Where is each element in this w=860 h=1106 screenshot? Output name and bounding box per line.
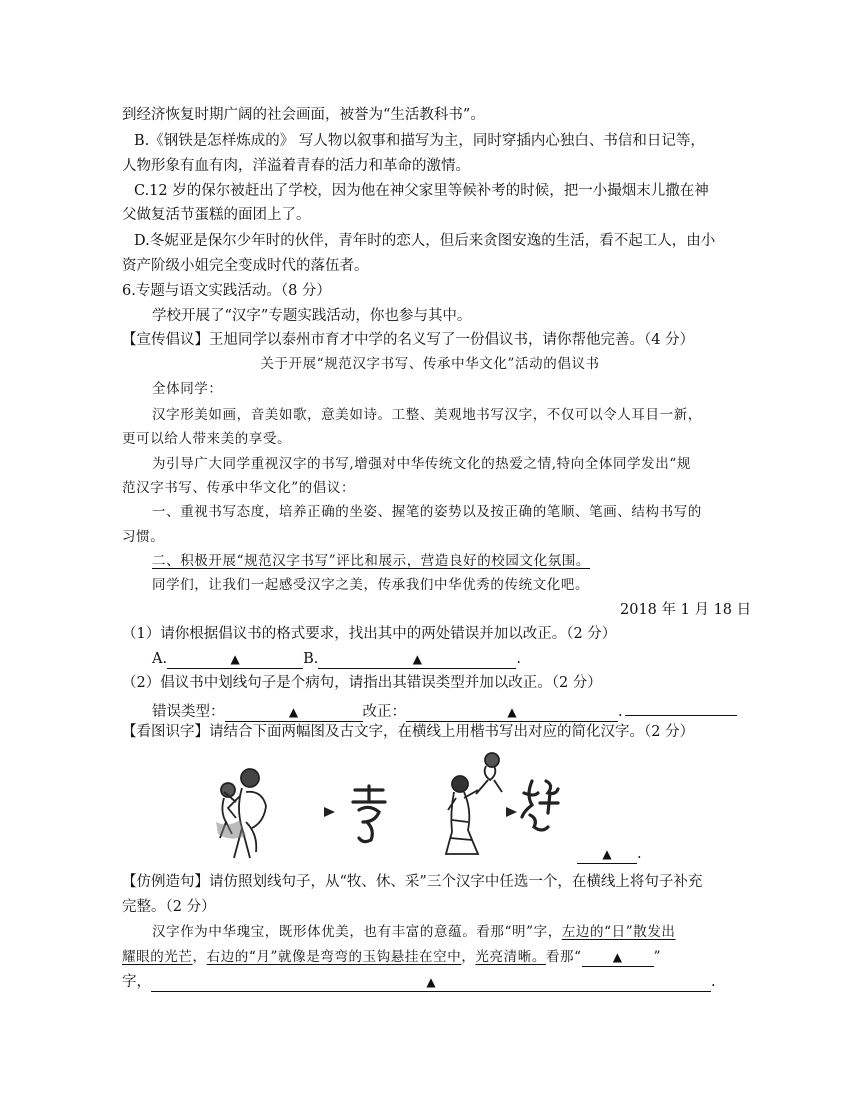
imitate-task-line2: 完整。（2 分） <box>122 899 216 915</box>
q5-option-c-line2: 父做复活节蛋糕的面团上了。 <box>122 207 311 223</box>
picture-answer: ▲ . <box>577 843 642 865</box>
arrow-icon <box>324 806 336 818</box>
answer-b-blank[interactable]: ▲ <box>318 650 516 669</box>
answer-b-label: B. <box>303 651 319 667</box>
q6-header: 6.专题与语文实践活动。（8 分） <box>122 283 331 299</box>
answer-a-blank[interactable]: ▲ <box>167 650 303 669</box>
letter-closing: 同学们，让我们一起感受汉字之美，传承我们中华优秀的传统文化吧。 <box>152 577 590 593</box>
letter-item1-line1: 一、重视书写态度，培养正确的坐姿、握笔的姿势以及按正确的笔顺、笔画、结构书写的 <box>152 504 702 520</box>
sub-question-1: （1）请你根据倡议书的格式要求，找出其中的两处错误并加以改正。（2 分） <box>122 626 617 642</box>
correction-blank[interactable]: ▲ <box>406 703 618 722</box>
error-type-label: 错误类型： <box>152 704 225 720</box>
letter-date: 2018 年 1 月 18 日 <box>620 602 752 618</box>
character-choice-blank[interactable]: ▲ <box>582 948 654 967</box>
example-underlined-3: 右边的“月”就像是弯弯的玉钩悬挂在空中 <box>206 949 462 965</box>
letter-p2-line1: 为引导广大同学重视汉字的书写,增强对中华传统文化的热爱之情,特向全体同学发出“规 <box>152 456 691 472</box>
ancient-glyph-2 <box>518 775 564 837</box>
q5-a-tail: 到经济恢复时期广阔的社会画面，被誉为“生活教科书”。 <box>122 107 485 123</box>
letter-item1-line2: 习惯。 <box>122 529 165 545</box>
q5-option-d-line1: D.冬妮亚是保尔少年时的伙伴，青年时的恋人，但后来贪图安逸的生活，看不起工人，由小 <box>134 233 716 249</box>
example-line3: 字， ▲ . <box>122 974 716 990</box>
picture-answer-blank[interactable]: ▲ <box>577 845 637 864</box>
q5-option-b-line2: 人物形象有血有肉，洋溢着青春的活力和革命的激情。 <box>122 158 470 174</box>
letter-p2-line2: 范汉字书写、传承中华文化”的倡议： <box>122 480 356 496</box>
q5-option-b-line1: B.《钢铁是怎样炼成的》 写人物以叙事和描写为主，同时穿插内心独白、书信和日记等， <box>134 133 705 149</box>
ancient-glyph-1 <box>345 782 395 846</box>
imitate-task-line1: 【仿例造句】请仿照划线句子，从“牧、休、采”三个汉字中任选一个，在横线上将句子补充 <box>122 874 703 890</box>
correction-label: 改正： <box>362 704 406 720</box>
letter-salutation: 全体同学： <box>152 381 223 397</box>
example-line2: 耀眼的光芒，右边的“月”就像是弯弯的玉钩悬挂在空中，光亮清晰。看那“ ▲ ” <box>122 949 662 965</box>
q5-option-c-line1: C.12 岁的保尔被赶出了学校，因为他在神父家里等候补考的时候，把一小撮烟末儿撒在神 <box>134 183 709 199</box>
letter-p1-line2: 更可以给人带来美的享受。 <box>122 431 292 447</box>
arrow-icon <box>506 806 518 818</box>
correction-blank-extension[interactable] <box>625 697 737 716</box>
letter-item2-underlined: 二、积极开展“规范汉字书写”评比和展示，营造良好的校园文化氛围。 <box>152 553 591 569</box>
picture-task: 【看图识字】请结合下面两幅图及古文字，在横线上用楷书写出对应的简化汉字。（2 分） <box>122 724 695 740</box>
sentence-completion-blank[interactable]: ▲ <box>151 973 711 992</box>
sub-question-1-answers: A. ▲ B. ▲ . <box>152 651 521 667</box>
example-line1: 汉字作为中华瑰宝，既形体优美，也有丰富的意蕴。看那“明”字，左边的“日”散发出 <box>152 924 676 940</box>
sub-question-2-answers: 错误类型： ▲ 改正： ▲ . <box>152 697 737 723</box>
letter-p1-line1: 汉字形美如画，音美如歌，意美如诗。工整、美观地书写汉字，不仅可以令人耳目一新， <box>152 407 702 423</box>
letter-title: 关于开展“规范汉字书写、传承中华文化”活动的倡议书 <box>260 356 600 372</box>
answer-a-label: A. <box>152 651 168 667</box>
illustration-holding-child <box>438 750 516 860</box>
error-type-blank[interactable]: ▲ <box>225 703 363 722</box>
q5-option-d-line2: 资产阶级小姐完全变成时代的落伍者。 <box>122 258 369 274</box>
sub-question-2: （2）倡议书中划线句子是个病句，请指出其错误类型并加以改正。（2 分） <box>122 675 602 691</box>
example-underlined-1: 左边的“日”散发出 <box>561 924 676 940</box>
illustration-carrying-child <box>206 762 316 864</box>
example-underlined-2: 耀眼的光芒 <box>122 949 193 965</box>
example-underlined-4: 光亮清晰。 <box>475 949 546 965</box>
q6-intro: 学校开展了“汉字”专题实践活动，你也参与其中。 <box>152 308 472 324</box>
proposal-task: 【宣传倡议】王旭同学以泰州市育才中学的名义写了一份倡议书，请你帮他完善。（4 分） <box>122 332 695 348</box>
